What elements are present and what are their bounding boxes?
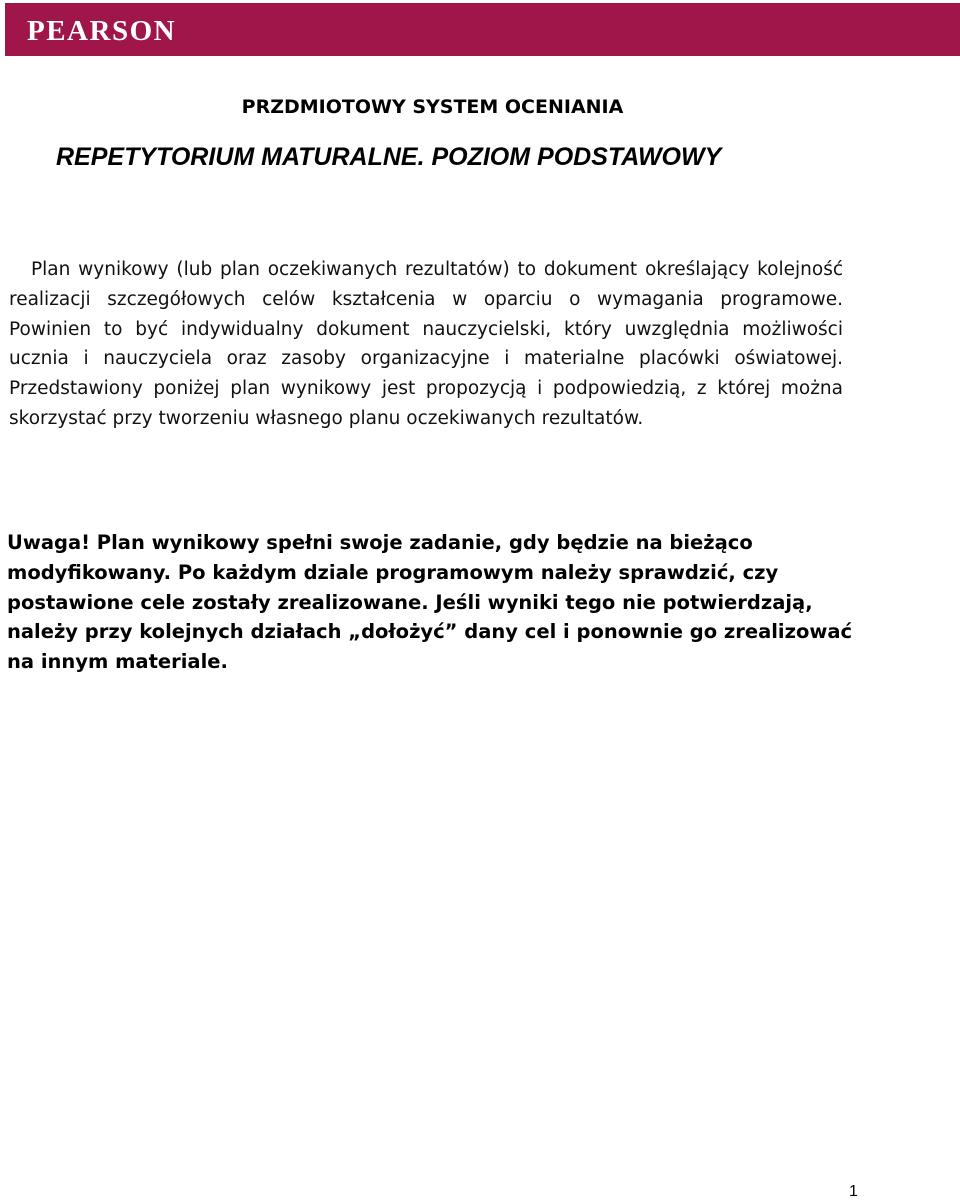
pearson-logo: PEARSON: [27, 15, 177, 47]
header-banner: [5, 3, 960, 56]
intro-paragraph: Plan wynikowy (lub plan oczekiwanych rezultatów) to dokument określający kolejność realizacji szczegółowych celów kształcenia w oparciu o wymagania programowe. Powinien to być indywidualny dokument nauczycielski, który uwzględnia możliwości ucznia i nauczyciela oraz zasoby organizacyjne i materialne placówki oświatowej. Przedstawiony poniżej plan wynikowy jest propozycją i podpowiedzią, z której można skorzystać przy tworzeniu własnego planu oczekiwanych rezultatów.: [9, 259, 843, 429]
page-number: 1: [849, 1183, 858, 1200]
document-heading: PRZDMIOTOWY SYSTEM OCENIANIA: [241, 96, 624, 118]
document-subtitle: REPETYTORIUM MATURALNE. POZIOM PODSTAWOWY: [56, 143, 722, 171]
note-paragraph: Uwaga! Plan wynikowy spełni swoje zadanie, gdy będzie na bieżąco modyfikowany. Po każdym dziale programowym należy sprawdzić, czy postawione cele zostały zrealizowane. Jeśli wyniki tego nie potwierdzają, należy przy kolejnych działach „dołożyć” dany cel i ponownie go zrealizować na innym materiale.: [7, 531, 853, 674]
